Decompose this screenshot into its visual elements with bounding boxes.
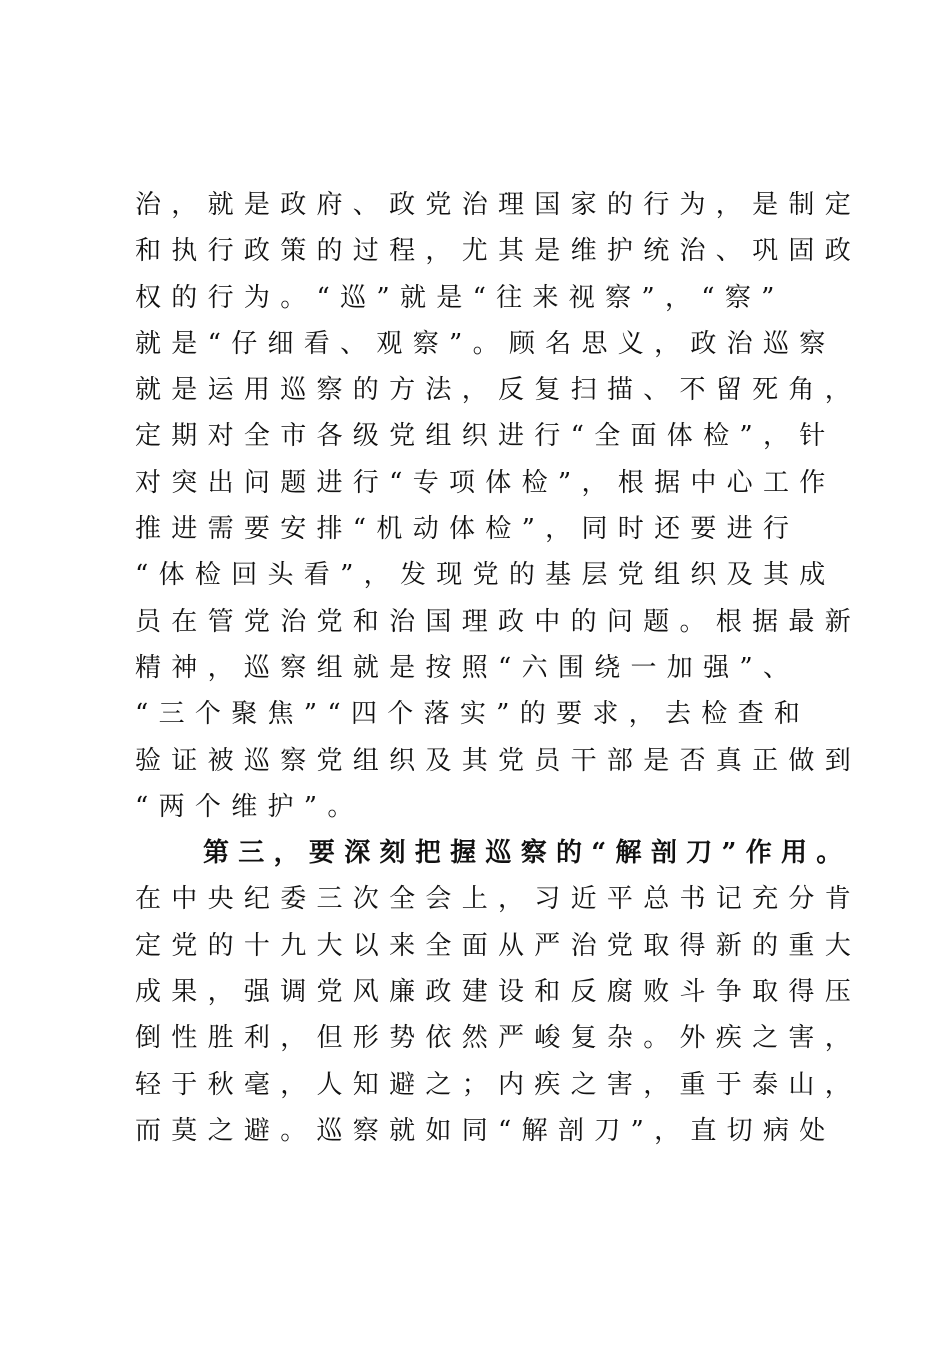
text-line: 治，就是政府、政党治理国家的行为，是制定 <box>135 190 862 220</box>
text-line: 定党的十九大以来全面从严治党取得新的重大 <box>135 930 862 961</box>
text-line: 在中央纪委三次全会上，习近平总书记充分肯 <box>135 884 862 915</box>
text-line: 就是运用巡察的方法，反复扫描、不留死角， <box>135 375 862 406</box>
text-line: 员在管党治党和治国理政中的问题。根据最新 <box>135 606 862 637</box>
text-line: “两个维护”。 <box>135 791 364 822</box>
text-line: 轻于秋毫，人知避之；内疾之害，重于泰山， <box>135 1069 862 1100</box>
text-line: “三个聚焦”“四个落实”的要求，去检查和 <box>135 699 811 730</box>
text-line: 权的行为。“巡”就是“往来视察”，“察” <box>135 282 785 313</box>
text-line: 验证被巡察党组织及其党员干部是否真正做到 <box>135 745 862 776</box>
body-text <box>135 182 862 1154</box>
text-line: 成果，强调党风廉政建设和反腐败斗争取得压 <box>135 977 862 1008</box>
text-line: 精神，巡察组就是按照“六围绕一加强”、 <box>135 652 800 683</box>
text-line: 推进需要安排“机动体检”，同时还要进行 <box>135 514 800 545</box>
text-line: 倒性胜利，但形势依然严峻复杂。外疾之害， <box>135 1023 862 1054</box>
section-heading: 第三，要深刻把握巡察的“解剖刀”作用。 <box>203 838 852 869</box>
text-line: “体检回头看”，发现党的基层党组织及其成 <box>135 560 836 591</box>
text-line: 和执行政策的过程，尤其是维护统治、巩固政 <box>135 236 862 267</box>
text-line: 定期对全市各级党组织进行“全面体检”，针 <box>135 421 836 452</box>
text-line: 而莫之避。巡察就如同“解剖刀”，直切病处 <box>135 1115 836 1146</box>
text-line: 对突出问题进行“专项体检”，根据中心工作 <box>135 467 836 498</box>
text-line: 就是“仔细看、观察”。顾名思义，政治巡察 <box>135 328 836 359</box>
